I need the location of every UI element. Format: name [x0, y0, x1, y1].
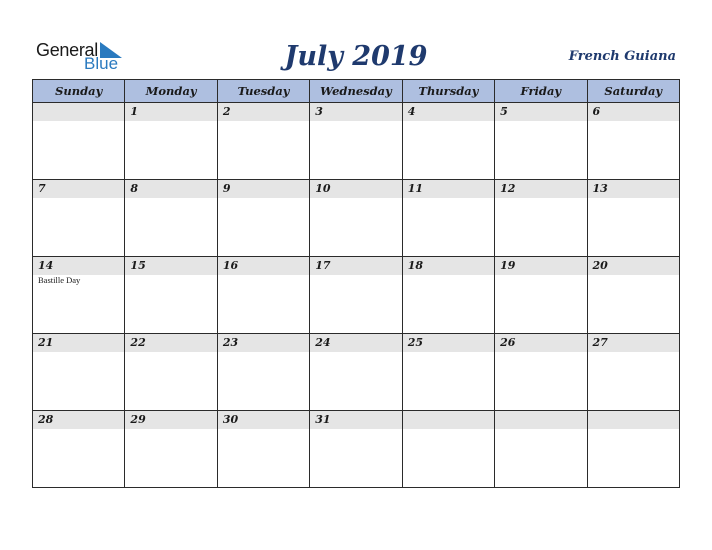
day-cell [495, 180, 587, 257]
day-cell [217, 103, 309, 180]
day-number: 7 [33, 180, 124, 198]
day-number [403, 411, 494, 429]
day-number: 16 [218, 257, 309, 275]
week-row [33, 411, 680, 488]
day-number: 6 [588, 103, 679, 121]
week-row [33, 103, 680, 180]
day-number: 12 [495, 180, 586, 198]
day-cell [33, 334, 125, 411]
day-cell [33, 103, 125, 180]
day-number: 10 [310, 180, 401, 198]
day-number: 13 [588, 180, 679, 198]
region-label: French Guiana [568, 49, 676, 64]
day-cell [495, 257, 587, 334]
weekday-header-row [33, 80, 680, 103]
day-cell [402, 180, 494, 257]
day-cell [587, 180, 679, 257]
day-cell [587, 257, 679, 334]
weekday-header: Saturday [587, 80, 679, 103]
day-number: 19 [495, 257, 586, 275]
day-cell [402, 334, 494, 411]
day-number: 1 [125, 103, 216, 121]
day-cell [495, 334, 587, 411]
weekday-header: Tuesday [217, 80, 309, 103]
day-cell [495, 411, 587, 488]
calendar-title: July 2019 [284, 41, 428, 72]
day-cell [310, 103, 402, 180]
day-cell [125, 103, 217, 180]
day-number: 20 [588, 257, 679, 275]
day-cell [402, 257, 494, 334]
day-cell [587, 103, 679, 180]
day-number: 5 [495, 103, 586, 121]
day-cell [495, 103, 587, 180]
day-cell [587, 411, 679, 488]
week-row [33, 180, 680, 257]
day-number: 22 [125, 334, 216, 352]
day-number [495, 411, 586, 429]
day-number: 24 [310, 334, 401, 352]
weekday-header: Sunday [33, 80, 125, 103]
day-number: 30 [218, 411, 309, 429]
day-cell [33, 411, 125, 488]
day-number: 31 [310, 411, 401, 429]
day-cell [310, 257, 402, 334]
day-cell [125, 334, 217, 411]
day-cell [402, 103, 494, 180]
day-number: 11 [403, 180, 494, 198]
day-cell [402, 411, 494, 488]
day-cell [217, 257, 309, 334]
day-number: 15 [125, 257, 216, 275]
weekday-header: Thursday [402, 80, 494, 103]
day-number: 4 [403, 103, 494, 121]
day-number: 9 [218, 180, 309, 198]
logo-text-blue: Blue [84, 54, 119, 73]
day-number: 18 [403, 257, 494, 275]
weekday-header: Wednesday [310, 80, 402, 103]
day-cell [217, 411, 309, 488]
day-cell [125, 257, 217, 334]
day-number: 29 [125, 411, 216, 429]
day-cell [310, 180, 402, 257]
day-number: 3 [310, 103, 401, 121]
logo-text-general: General [36, 40, 98, 60]
day-cell [217, 334, 309, 411]
day-cell [217, 180, 309, 257]
day-number [33, 103, 124, 121]
day-cell [125, 180, 217, 257]
day-number: 2 [218, 103, 309, 121]
day-number: 23 [218, 334, 309, 352]
day-number: 27 [588, 334, 679, 352]
holiday-label: Bastille Day [38, 275, 81, 285]
day-number: 28 [33, 411, 124, 429]
calendar-grid [32, 79, 680, 488]
day-number [588, 411, 679, 429]
day-cell [587, 334, 679, 411]
week-row [33, 257, 680, 334]
day-number: 14 [33, 257, 124, 275]
day-number: 8 [125, 180, 216, 198]
day-number: 26 [495, 334, 586, 352]
day-cell [33, 257, 125, 334]
day-number: 17 [310, 257, 401, 275]
weekday-header: Friday [495, 80, 587, 103]
day-cell [33, 180, 125, 257]
week-row [33, 334, 680, 411]
weekday-header: Monday [125, 80, 217, 103]
day-number: 25 [403, 334, 494, 352]
day-cell [125, 411, 217, 488]
day-cell [310, 411, 402, 488]
day-cell [310, 334, 402, 411]
day-number: 21 [33, 334, 124, 352]
